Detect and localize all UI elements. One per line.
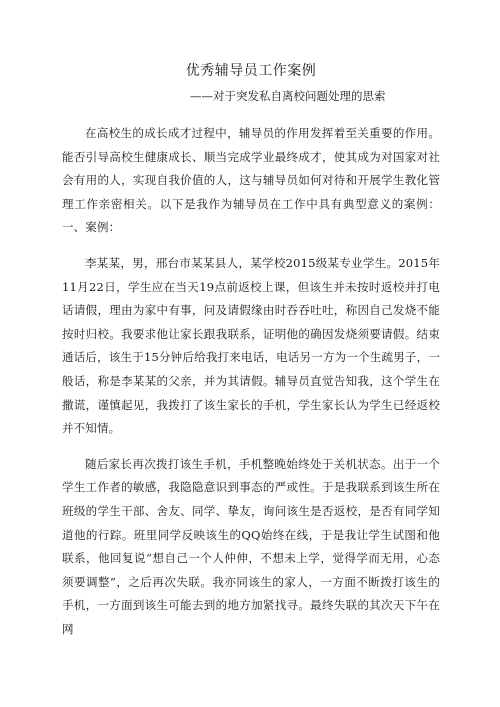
document-title: 优秀辅导员工作案例	[185, 63, 317, 79]
paragraph-case: 李某某，男，邢台市某某县人，某学校2015级某专业学生。2015年11月22日，学生应在当天19点前返校上课，但该生并未按时返校并打电话请假，理由为家中有事，问及请假缘由时吞吞吐吐，称因自己发烧不能按时归校。我要求他让家长跟我联系，证明他的确因发烧须要请假。结束通话后，该生于15分钟后给我打来电话，电话另一方为一个生疏男子，一般话，称是李某某的父亲，并为其请假。辅导员直觉告知我，这个学生在撒谎，谨慎起见，我拨打了该生家长的手机，学生家长认为学生已经返校并不知情。	[62, 255, 440, 436]
paragraph-followup: 随后家长再次拨打该生手机，手机整晚始终处于关机状态。出于一个学生工作者的敏感，我隐隐意识到事态的严或性。于是我联系到该生所在班级的学生干部、舍友、同学、挚友，询问该生是否返校，是否有同学知道他的行踪。班里同学反映该生的QQ始终在线，于是我让学生试图和他联系，他回复说“想自己一个人仲伸，不想未上学，觉得学而无用，心态须要调整”，之后再次失联。我亦同该生的家人，一方面不断拨打该生的手机，一方面到该生可能去到的地方加紧找寻。最终失联的其次天下午在网	[62, 456, 440, 636]
document-subtitle: ——对于突发私自离校问题处理的思索	[190, 89, 386, 103]
paragraph-intro: 在高校生的成长成才过程中，辅导员的作用发挥着至关重要的作用。能否引导高校生健康成长、顺当完成学业最终成才，使其成为对国家对社会有用的人，实现自我价值的人，这与辅导员如何对待和开展学生教化管理工作亲密相关。以下是我作为辅导员在工作中具有典型意义的案例：一、案例：	[62, 126, 440, 235]
